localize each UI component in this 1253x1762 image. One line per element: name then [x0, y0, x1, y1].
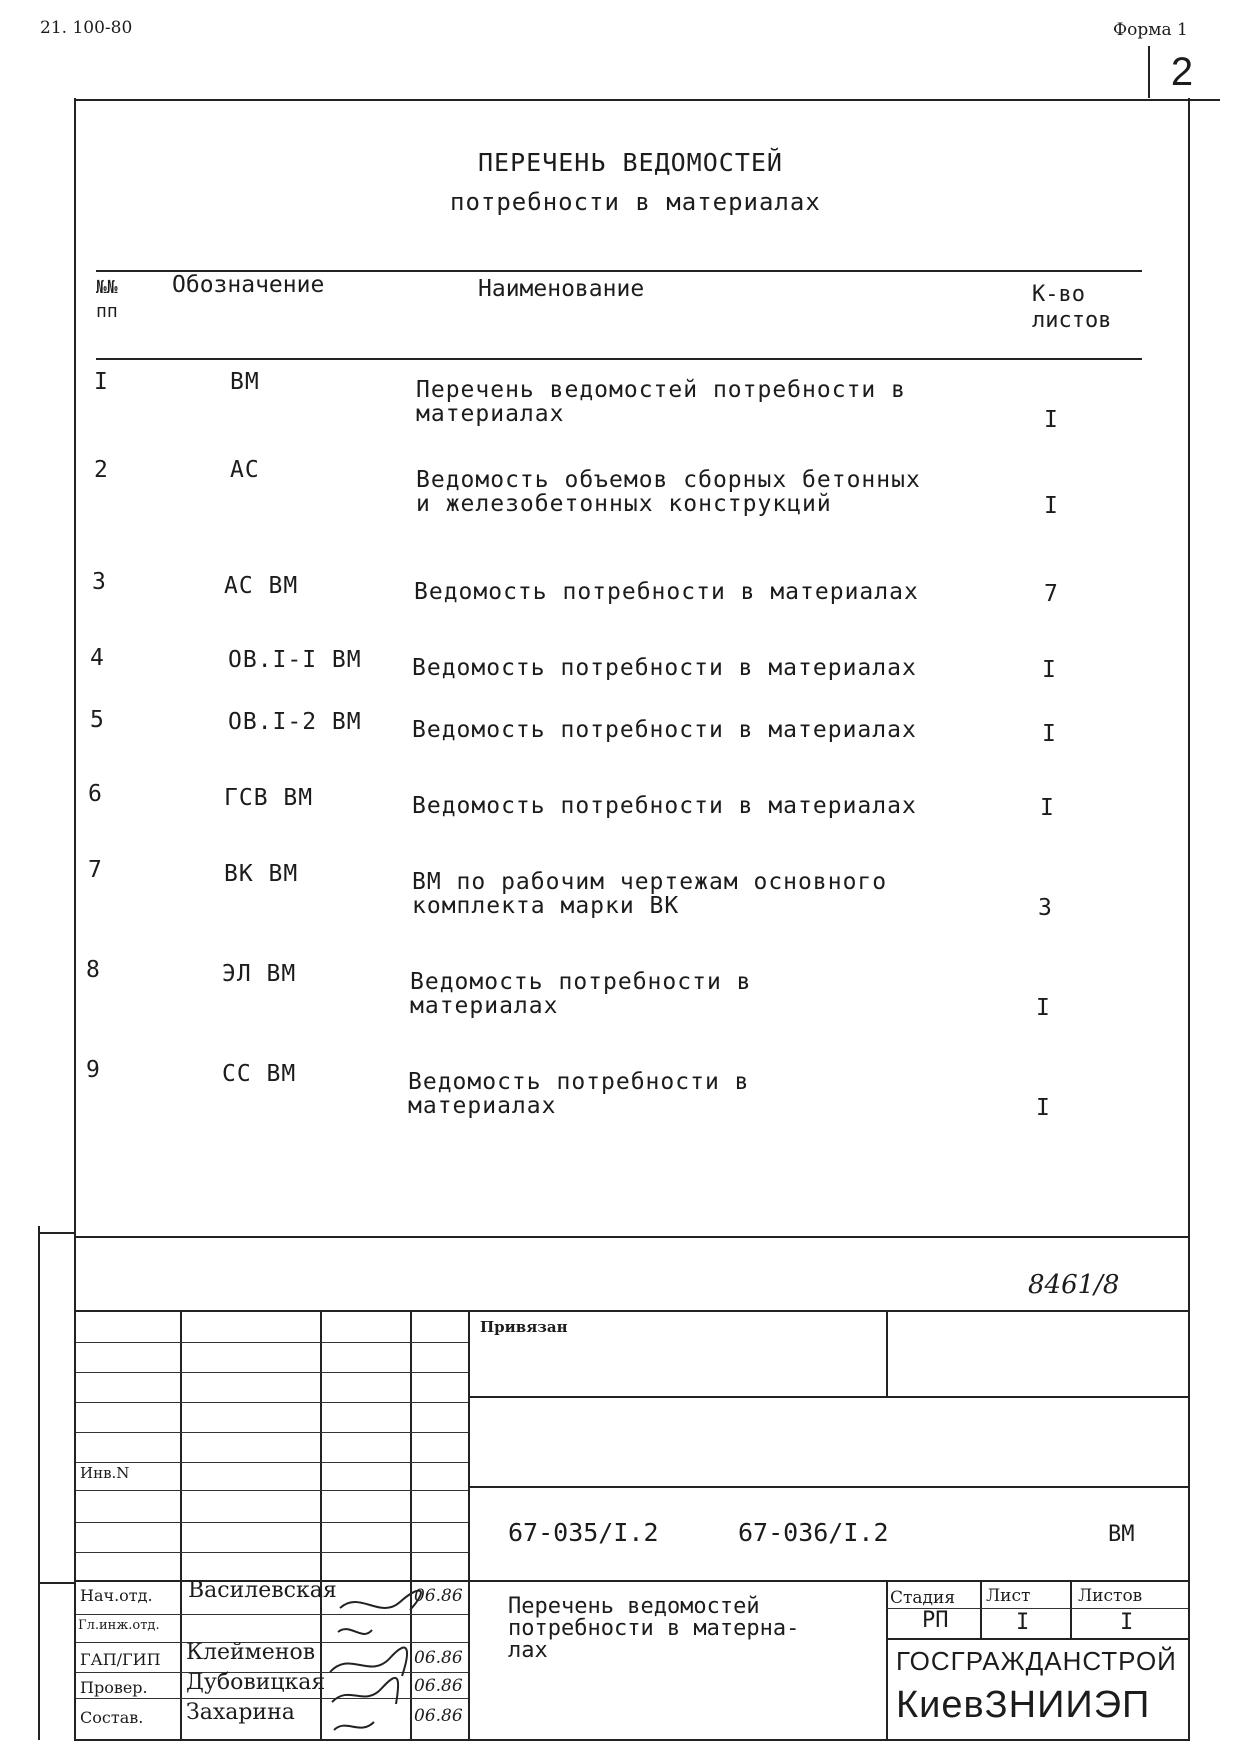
row-6-count: I: [1040, 795, 1055, 821]
signer-3-date: 06.86: [414, 1648, 463, 1668]
page-title: ПЕРЕЧЕНЬ ВЕДОМОСТЕЙ: [478, 148, 783, 177]
row-3-designation: АС ВМ: [224, 573, 299, 599]
row-4-count: I: [1042, 657, 1057, 683]
grid-row-line: [76, 1522, 468, 1523]
row-8-name-line2: материалах: [410, 993, 559, 1019]
signature-4-stroke: [332, 1678, 398, 1704]
row-9-count: I: [1036, 1095, 1051, 1121]
row-7-count: 3: [1038, 895, 1053, 921]
frame-right: [1188, 98, 1190, 1740]
row-4-name-line1: Ведомость потребности в материалах: [412, 655, 917, 681]
frame-bottom: [74, 1739, 1190, 1741]
row-7-name-line2: комплекта марки ВК: [412, 893, 680, 919]
row-8-designation: ЭЛ ВМ: [222, 961, 297, 987]
signer-5-name: Захарина: [186, 1700, 295, 1725]
row-2-name-line1: Ведомость объемов сборных бетонных: [416, 467, 921, 493]
project-code-2: 67-036/I.2: [738, 1518, 889, 1547]
row-2-count: I: [1044, 493, 1059, 519]
table-header-bottom-line: [96, 358, 1142, 360]
row-5-name-line1: Ведомость потребности в материалах: [412, 717, 917, 743]
sheet-divider: [980, 1580, 982, 1638]
privyazan-bottom: [468, 1396, 1188, 1398]
row-3-count: 7: [1044, 581, 1059, 607]
row-5-designation: ОВ.I-2 ВМ: [228, 709, 362, 735]
signer-4-role: Провер.: [80, 1678, 148, 1697]
row-9-designation: СС ВМ: [222, 1061, 297, 1087]
row-2-name-line2: и железобетонных конструкций: [416, 491, 832, 517]
signer-4-date: 06.86: [414, 1676, 463, 1696]
org-line2: КиевЗНИИЭП: [896, 1684, 1151, 1726]
signer-2-role: Гл.инж.отд.: [78, 1618, 160, 1633]
signer-1-date: 06.86: [414, 1586, 463, 1606]
left-margin-top: [38, 1232, 74, 1234]
privyazan-label: Привязан: [480, 1318, 568, 1336]
row-5-count: I: [1042, 721, 1057, 747]
sheet-number: 2: [1170, 50, 1194, 94]
row-6-designation: ГСВ ВМ: [224, 785, 314, 811]
grid-row-line: [76, 1432, 468, 1433]
signature-3-stroke: [330, 1648, 407, 1676]
row-4-num: 4: [90, 645, 105, 671]
row-5-num: 5: [90, 707, 105, 733]
signer-5-role: Состав.: [80, 1708, 144, 1727]
row-7-designation: ВК ВМ: [224, 861, 299, 887]
stamp-divider-line: [74, 1236, 1188, 1238]
grid-row-line: [76, 1462, 468, 1463]
signatures-graphic: [320, 1580, 470, 1740]
doc-title: Перечень ведомостей потребности в матерна- лах: [508, 1594, 800, 1663]
row-7-num: 7: [88, 857, 103, 883]
privyazan-divider: [886, 1310, 888, 1396]
signer-3-role: ГАП/ГИП: [80, 1650, 161, 1669]
grid-row-line: [76, 1342, 468, 1343]
grid-row-line: [76, 1552, 468, 1553]
stage-divider: [886, 1580, 888, 1740]
grid-row-line: [76, 1490, 468, 1491]
row-9-name-line2: материалах: [408, 1093, 557, 1119]
frame-top: [74, 99, 1220, 101]
org-line1: ГОСГРАЖДАНСТРОЙ: [896, 1646, 1177, 1676]
header-designation: Обозначение: [172, 272, 325, 298]
code-top-line: [468, 1486, 1188, 1488]
frame-left: [74, 98, 76, 1740]
signature-5-stroke: [334, 1722, 374, 1730]
row-9-name-line1: Ведомость потребности в: [408, 1069, 750, 1095]
stamp-col-1: [180, 1310, 182, 1740]
row-8-num: 8: [86, 957, 101, 983]
sheets-label: Листов: [1078, 1586, 1143, 1606]
grid-row-line: [76, 1372, 468, 1373]
row-2-designation: АС: [230, 457, 260, 483]
stamp-top-line: [76, 1310, 1188, 1312]
signature-1-stroke: [340, 1591, 421, 1610]
row-1-count: I: [1044, 407, 1059, 433]
stage-label: Стадия: [890, 1588, 956, 1608]
stage-value: РП: [922, 1608, 949, 1633]
row-3-num: 3: [92, 569, 107, 595]
header-count: К-во листов: [1032, 282, 1112, 333]
signer-5-date: 06.86: [414, 1706, 463, 1726]
form-label: Форма 1: [1113, 20, 1188, 40]
row-6-name-line1: Ведомость потребности в материалах: [412, 793, 917, 819]
sheet-value: I: [1016, 1610, 1030, 1635]
row-7-name-line1: ВМ по рабочим чертежам основного: [412, 869, 888, 895]
form-code: 21. 100-80: [40, 18, 133, 38]
row-8-count: I: [1036, 995, 1051, 1021]
inv-label: Инв.N: [80, 1464, 130, 1482]
sheet-number-box: [1148, 46, 1214, 98]
sheets-divider: [1070, 1580, 1072, 1638]
sheet-label: Лист: [986, 1586, 1031, 1606]
signer-1-role: Нач.отд.: [80, 1586, 153, 1605]
header-num: №№ пп: [96, 277, 118, 322]
sheets-value: I: [1120, 1610, 1134, 1635]
signer-4-name: Дубовицкая: [186, 1670, 326, 1695]
doc-mark: ВМ: [1108, 1522, 1135, 1547]
row-1-num: I: [94, 369, 109, 395]
signature-2-stroke: [338, 1629, 372, 1634]
row-3-name-line1: Ведомость потребности в материалах: [414, 579, 919, 605]
row-8-name-line1: Ведомость потребности в: [410, 969, 752, 995]
row-6-num: 6: [88, 781, 103, 807]
row-4-designation: ОВ.I-I ВМ: [228, 647, 362, 673]
left-margin-line: [38, 1226, 40, 1740]
project-code-1: 67-035/I.2: [508, 1518, 659, 1547]
signer-1-name: Василевская: [188, 1578, 337, 1603]
row-1-designation: ВМ: [230, 369, 260, 395]
signer-3-name: Клейменов: [186, 1640, 316, 1665]
row-1-name-line2: материалах: [416, 401, 565, 427]
page-subtitle: потребности в материалах: [450, 188, 821, 216]
stage-value-line: [886, 1638, 1188, 1640]
grid-row-line: [76, 1402, 468, 1403]
row-9-num: 9: [86, 1057, 101, 1083]
row-2-num: 2: [94, 457, 109, 483]
left-margin-mid: [38, 1582, 74, 1584]
archive-number: 8461/8: [1028, 1270, 1120, 1300]
row-1-name-line1: Перечень ведомостей потребности в: [416, 377, 906, 403]
header-name: Наименование: [478, 276, 645, 302]
